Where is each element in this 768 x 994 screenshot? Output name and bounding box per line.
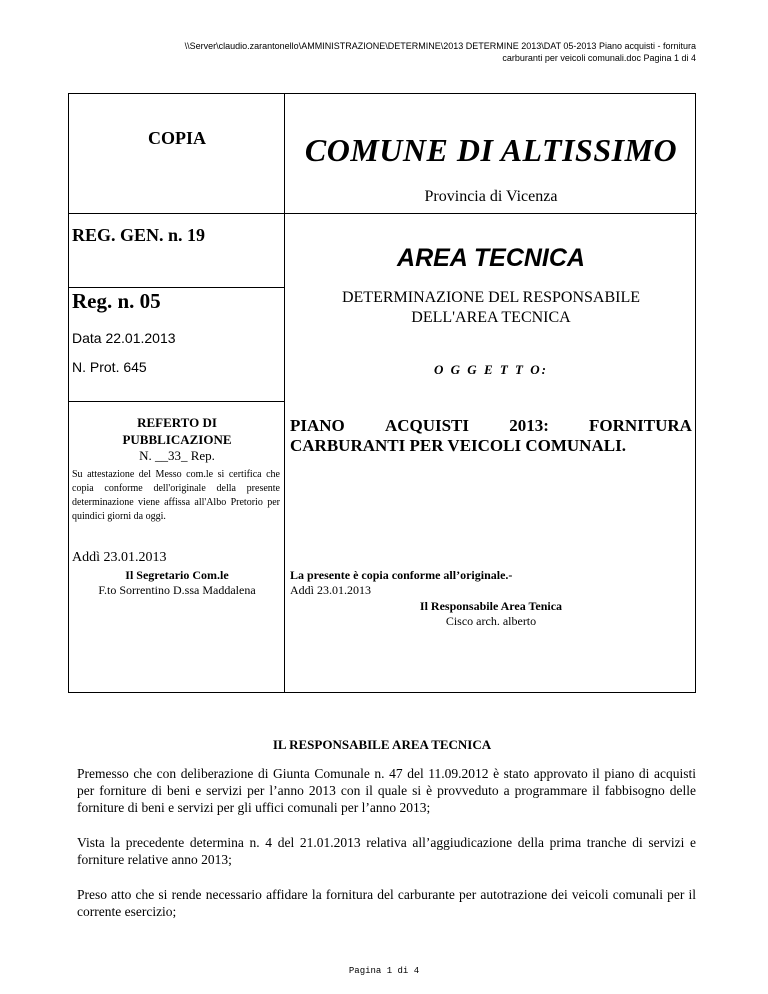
file-path-line: \\Server\claudio.zarantonello\AMMINISTRAZIONE\DETERMINE\2013 DETERMINE 2013\DAT 05-2013 Piano acquisti - fornitura bbox=[184, 41, 696, 51]
subject-text bbox=[290, 416, 692, 456]
publication-report-line: REFERTO DI bbox=[137, 415, 217, 430]
file-path-header bbox=[56, 40, 696, 64]
reg-gen-number: REG. GEN. n. 19 bbox=[72, 225, 206, 245]
conformity-date: Addì 23.01.2013 bbox=[290, 583, 371, 597]
publication-report-title bbox=[69, 414, 285, 448]
rep-number: N. __33_ Rep. bbox=[139, 448, 215, 463]
determination-title bbox=[285, 288, 697, 328]
determination-line: DELL'AREA TECNICA bbox=[411, 309, 571, 326]
conformity-statement: La presente è copia conforme all’originale.- bbox=[290, 568, 513, 582]
secretary-title: Il Segretario Com.le bbox=[125, 568, 229, 582]
publication-report-line: PUBBLICAZIONE bbox=[122, 432, 232, 447]
date-label: Data 22.01.2013 bbox=[72, 330, 176, 346]
left-column bbox=[69, 94, 285, 692]
page-number: Pagina 1 di 4 bbox=[348, 966, 420, 976]
divider bbox=[69, 213, 697, 214]
file-path-line: carburanti per veicoli comunali.doc Pagina 1 di 4 bbox=[502, 53, 696, 63]
secretary-signature bbox=[69, 568, 285, 598]
secretary-name: F.to Sorrentino D.ssa Maddalena bbox=[98, 583, 256, 597]
subject-heading: O G G E T T O: bbox=[434, 362, 548, 377]
body-paragraph: Premesso che con deliberazione di Giunta Comunale n. 47 del 11.09.2012 è stato approvato il piano di acquisti per forniture di beni e servizi per l’anno 2013 con il quale si è provveduto a programmare il fabbisogno delle forniture di beni e servizi per gli uffici comunali per l’anno 2013; bbox=[77, 766, 696, 815]
manager-signature bbox=[285, 599, 697, 629]
province-label: Provincia di Vicenza bbox=[424, 188, 558, 205]
manager-name: Cisco arch. alberto bbox=[445, 614, 537, 628]
determination-line: DETERMINAZIONE DEL RESPONSABILE bbox=[341, 289, 641, 306]
divider bbox=[69, 401, 285, 402]
subject-word: ACQUISTI bbox=[384, 416, 470, 435]
subject-word: FORNITURA bbox=[589, 416, 692, 435]
attestation-text: Su attestazione del Messo com.le si certifica che copia conforme dell'originale della presente determinazione viene affissa all'Albo Pretorio per quindici giorni da oggi. bbox=[72, 469, 280, 522]
section-title: IL RESPONSABILE AREA TECNICA bbox=[272, 737, 492, 752]
subject-word: 2013: bbox=[509, 416, 549, 435]
divider bbox=[69, 287, 285, 288]
document-header-box bbox=[68, 93, 696, 693]
area-title: AREA TECNICA bbox=[397, 244, 585, 272]
manager-title: Il Responsabile Area Tenica bbox=[419, 599, 563, 613]
copia-label: COPIA bbox=[148, 128, 206, 148]
protocol-number: N. Prot. 645 bbox=[72, 359, 147, 375]
reg-number: Reg. n. 05 bbox=[72, 289, 161, 313]
subject-word: PIANO bbox=[290, 416, 345, 435]
subject-line: CARBURANTI PER VEICOLI COMUNALI. bbox=[290, 436, 626, 455]
publication-date: Addì 23.01.2013 bbox=[72, 550, 167, 565]
municipality-title: COMUNE DI ALTISSIMO bbox=[304, 132, 678, 168]
body-paragraph: Vista la precedente determina n. 4 del 21.01.2013 relativa all’aggiudicazione della prima tranche di servizi e forniture relative anno 2013; bbox=[77, 835, 696, 867]
conformity-note bbox=[290, 568, 512, 598]
body-paragraph: Preso atto che si rende necessario affidare la fornitura del carburante per autotrazione dei veicoli comunali per il corrente esercizio; bbox=[77, 887, 696, 919]
